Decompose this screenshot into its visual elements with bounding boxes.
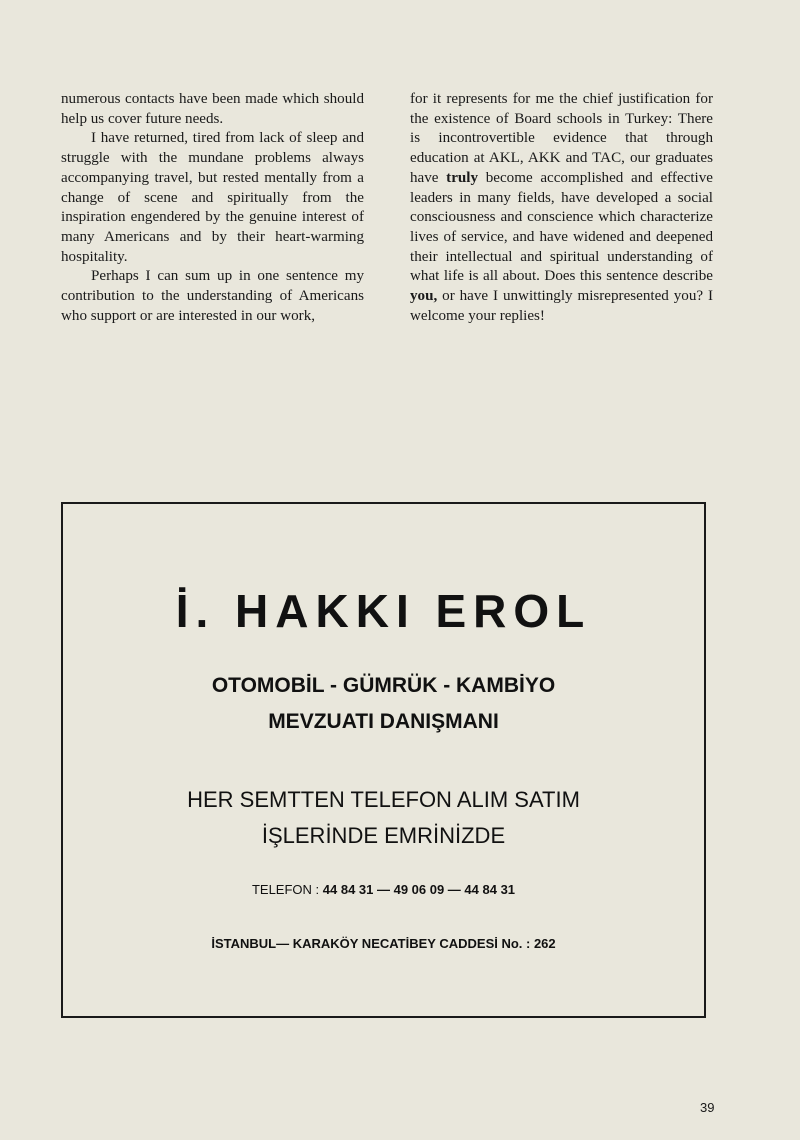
paragraph: Perhaps I can sum up in one sentence my contribution to the understanding of Americans who support or are interested in our work, (61, 268, 364, 324)
paragraph: numerous contacts have been made which should help us cover future needs. (61, 91, 364, 127)
paragraph (410, 90, 713, 326)
ad-subtitle: OTOMOBİL - GÜMRÜK - KAMBİYO (211, 674, 556, 697)
emphasis: you, (410, 288, 438, 305)
ad-service-text: İŞLERİNDE EMRİNİZDE (261, 823, 506, 848)
ad-subtitle: MEVZUATI DANIŞMANI (268, 710, 499, 733)
ad-phone (63, 882, 704, 897)
phone-numbers: 44 84 31 — 49 06 09 — 44 84 31 (322, 882, 516, 897)
advertiser-name: İ. HAKKI EROL (175, 585, 592, 637)
article-left-column (61, 90, 364, 326)
emphasis: truly (446, 169, 479, 186)
text-run: become accomplished and effective leaders in many fields, have developed a social consciousness and conscience which characterize lives of service, and have widened and deepened their intellectual and spiritual understanding of what life is all about. Does this sentence describe (410, 169, 713, 285)
phone-label: TELEFON : (251, 882, 320, 897)
paragraph: I have returned, tired from lack of sleep and struggle with the mundane problems always accompanying travel, but rested mentally from a change of scene and spiritually from the inspiration engendered by the genuine interest of many Americans and by their heart-warming hospitality. (61, 130, 364, 265)
ad-service-text: HER SEMTTEN TELEFON ALIM SATIM (187, 787, 580, 812)
page-number: 39 (700, 1100, 715, 1115)
article-right-column (410, 90, 713, 326)
text-run: for it represents for me the chief justification for the existence of Board schools in Turkey: There is incontrovertible evidence that through education at AKL, AKK and TAC, our graduates have (410, 91, 713, 186)
text-run: or have I unwittingly misrepresented you? I welcome your replies! (410, 288, 713, 324)
advertisement-box (61, 502, 706, 1018)
ad-address: İSTANBUL— KARAKÖY NECATİBEY CADDESİ No. : 262 (211, 936, 556, 951)
